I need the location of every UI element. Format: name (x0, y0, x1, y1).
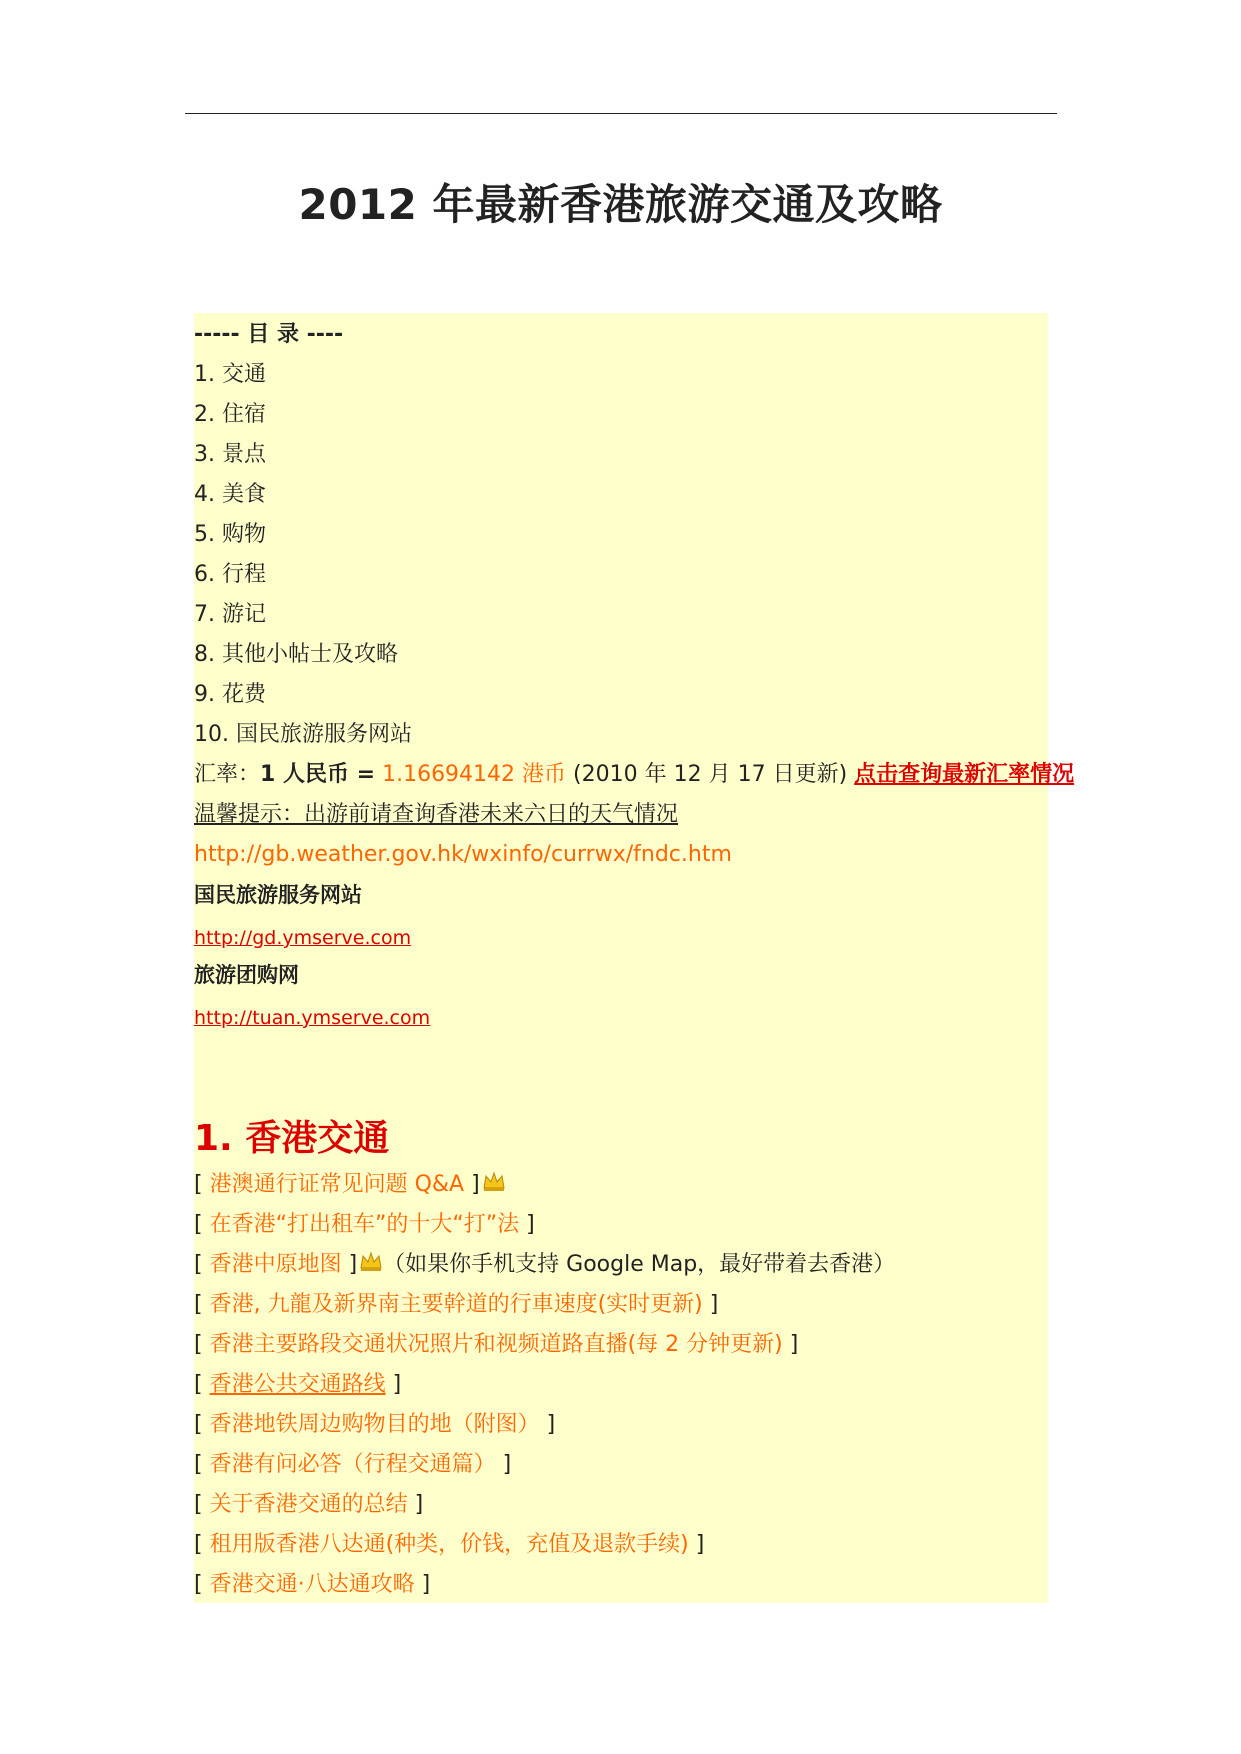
transport-link-item[interactable]: [ 租用版香港八达通(种类，价钱，充值及退款手续) ] (194, 1532, 705, 1557)
site-url-link[interactable] (194, 923, 411, 953)
toc-item[interactable]: 5. 购物 (194, 522, 266, 547)
transport-link-item[interactable]: [ 香港交通·八达通攻略 ] (194, 1572, 431, 1597)
rate-value: 1.16694142 港币 (382, 762, 567, 787)
transport-link-item[interactable]: [ 香港有问必答（行程交通篇） ] (194, 1452, 512, 1477)
transport-link-item[interactable]: [ 港澳通行证常见问题 Q&A ] (194, 1170, 506, 1200)
link-text[interactable]: 香港地铁周边购物目的地（附图） (209, 1412, 540, 1437)
site-label: 国民旅游服务网站 (194, 883, 362, 907)
link-text[interactable]: 香港交通·八达通攻略 (209, 1572, 415, 1597)
transport-link-item[interactable]: [ 香港公共交通路线 ] (194, 1372, 402, 1397)
top-rule (185, 113, 1057, 114)
link-text[interactable]: 香港, 九龍及新界南主要幹道的行車速度(实时更新) (209, 1292, 703, 1317)
site-url[interactable]: http://gd.ymserve.com (194, 927, 412, 949)
toc-item[interactable]: 10. 国民旅游服务网站 (194, 722, 412, 747)
link-text[interactable]: 香港主要路段交通状况照片和视频道路直播(每 2 分钟更新) (209, 1332, 783, 1357)
crown-icon (359, 1250, 383, 1272)
site-url[interactable]: http://tuan.ymserve.com (194, 1007, 431, 1029)
exchange-rate-line (194, 760, 1074, 790)
site-label: 旅游团购网 (194, 963, 299, 987)
weather-url-link[interactable]: http://gb.weather.gov.hk/wxinfo/currwx/fndc.htm (194, 842, 732, 867)
transport-link-item[interactable]: [ 香港地铁周边购物目的地（附图） ] (194, 1412, 556, 1437)
transport-link-item[interactable]: [ 香港中原地图 ] （如果你手机支持 Google Map，最好带着去香港） (194, 1252, 896, 1277)
rate-rmb: 1 人民币 = (260, 762, 376, 787)
toc-item[interactable]: 3. 景点 (194, 442, 266, 467)
crown-icon (482, 1170, 506, 1192)
toc-item[interactable]: 1. 交通 (194, 362, 266, 387)
transport-link-item[interactable]: [ 香港, 九龍及新界南主要幹道的行車速度(实时更新) ] (194, 1292, 719, 1317)
document-title: 2012 年最新香港旅游交通及攻略 (298, 180, 943, 229)
link-note: （如果你手机支持 Google Map，最好带着去香港） (383, 1252, 896, 1277)
toc-item[interactable]: 4. 美食 (194, 482, 266, 507)
section-title: 1. 香港交通 (194, 1118, 390, 1159)
link-text[interactable]: 租用版香港八达通(种类，价钱，充值及退款手续) (209, 1532, 689, 1557)
link-text[interactable]: 香港公共交通路线 (209, 1372, 386, 1397)
transport-link-item[interactable]: [ 香港主要路段交通状况照片和视频道路直播(每 2 分钟更新) ] (194, 1332, 799, 1357)
toc-item[interactable]: 9. 花费 (194, 682, 266, 707)
link-text[interactable]: 香港有问必答（行程交通篇） (209, 1452, 496, 1477)
link-text[interactable]: 关于香港交通的总结 (209, 1492, 408, 1517)
toc-heading: ----- 目 录 ---- (194, 322, 344, 347)
link-text[interactable]: 在香港“打出租车”的十大“打”法 (209, 1212, 520, 1237)
rate-query-link[interactable]: 点击查询最新汇率情况 (854, 762, 1075, 787)
toc-item[interactable]: 2. 住宿 (194, 402, 266, 427)
toc-item[interactable]: 6. 行程 (194, 562, 266, 587)
weather-tip-link[interactable]: 温馨提示：出游前请查询香港未来六日的天气情况 (194, 802, 679, 827)
toc-item[interactable]: 8. 其他小帖士及攻略 (194, 642, 398, 667)
transport-link-item[interactable]: [ 关于香港交通的总结 ] (194, 1492, 424, 1517)
link-text[interactable]: 香港中原地图 (209, 1252, 342, 1277)
toc-item[interactable]: 7. 游记 (194, 602, 266, 627)
rate-note: (2010 年 12 月 17 日更新) (573, 762, 848, 787)
link-text[interactable]: 港澳通行证常见问题 Q&A (209, 1172, 465, 1197)
site-url-link[interactable] (194, 1003, 430, 1033)
transport-link-item[interactable]: [ 在香港“打出租车”的十大“打”法 ] (194, 1212, 535, 1237)
rate-label: 汇率： (194, 762, 261, 787)
